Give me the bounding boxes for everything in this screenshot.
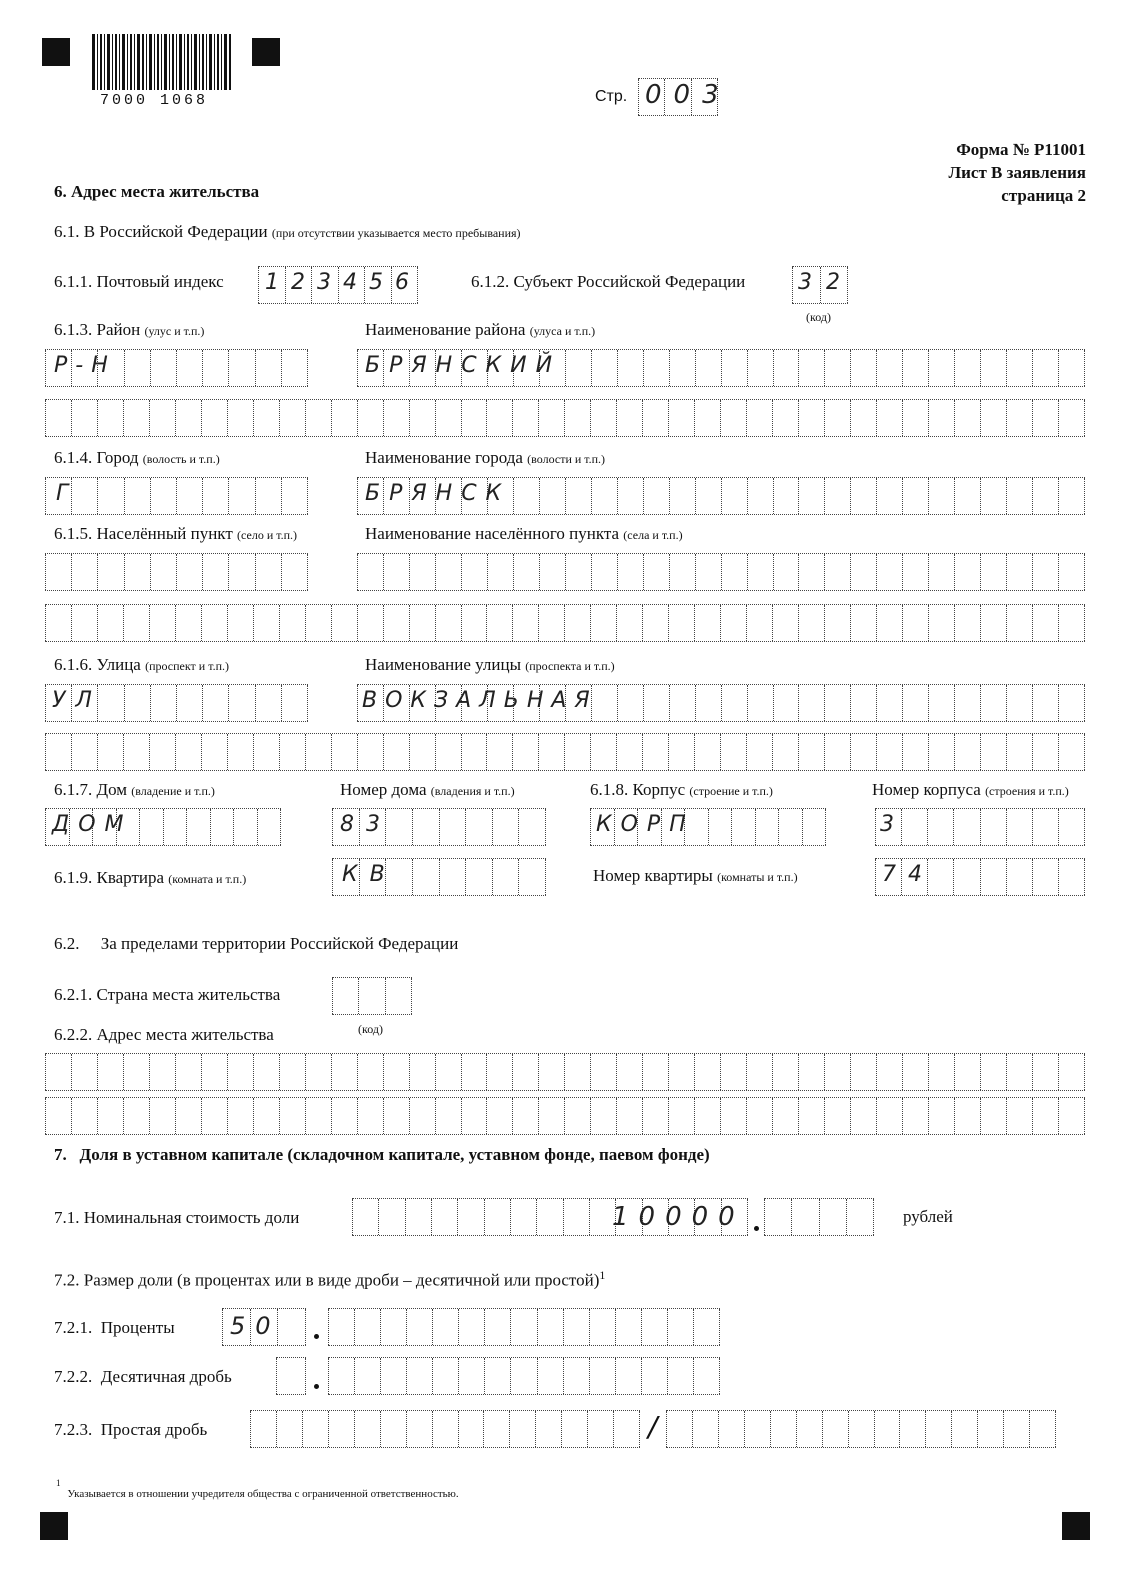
district-name-field-2[interactable] [45,399,1085,437]
postal-index-value: 123456 [265,270,421,295]
settlement-label: 6.1.5. Населённый пункт (село и т.п.) [54,524,297,543]
building-number-field[interactable] [875,808,1085,846]
city-type-field[interactable] [45,477,308,515]
sheet-title: Лист В заявления [948,163,1086,182]
foreign-address-field-1[interactable] [45,1053,1085,1091]
district-type-value: Р-Н [54,353,116,378]
nominal-decimal-point [754,1226,759,1231]
settlement-name-field-2[interactable] [45,604,1085,642]
percent-value: 50 [230,1312,281,1340]
building-type-value: КОРП [596,812,695,837]
city-label: 6.1.4. Город (волость и т.п.) [54,448,220,467]
corner-marker-bottom-left [40,1512,68,1540]
percent-decimal-point [314,1334,319,1339]
settlement-name-field-1[interactable] [357,553,1085,591]
city-name-value: БРЯНСК [365,481,511,506]
simple-fraction-label: 7.2.3. Простая дробь [54,1420,208,1439]
house-label: 6.1.7. Дом (владение и т.п.) [54,780,215,799]
footnote: $^1$ Указывается в отношении учредителя общества с ограниченной ответственностью. [56,1478,459,1500]
foreign-address-label: 6.2.2. Адрес места жительства [54,1025,274,1044]
region-label: 6.1.2. Субъект Российской Федерации [471,272,746,291]
decimal-point [314,1384,319,1389]
country-label: 6.2.1. Страна места жительства [54,985,281,1004]
share-size-label: 7.2. Размер доли (в процентах или в виде дроби – десятичной или простой)$^1$ [54,1268,606,1290]
street-name-label: Наименование улицы (проспекта и т.п.) [365,655,615,674]
region-code-note: (код) [806,310,831,324]
building-label: 6.1.8. Корпус (строение и т.п.) [590,780,773,799]
barcode [92,34,232,90]
abroad-label: 6.2. За пределами территории Российской Федерации [54,934,459,953]
flat-number-value: 74 [882,862,934,887]
building-number-label: Номер корпуса (строения и т.п.) [872,780,1069,799]
flat-label: 6.1.9. Квартира (комната и т.п.) [54,868,247,887]
street-name-field-2[interactable] [45,733,1085,771]
s61-label: 6.1. В Российской Федерации (при отсутствии указывается место пребывания) [54,222,521,241]
section-7-title: 7. Доля в уставном капитале (складочном капитале, уставном фонде, паевом фонде) [54,1145,710,1164]
corner-marker-top-left [42,38,70,66]
district-name-label: Наименование района (улуса и т.п.) [365,320,596,339]
house-number-value: 83 [340,812,392,837]
street-type-value: УЛ [52,688,102,713]
decimal-integer-field[interactable] [276,1357,306,1395]
decimal-label: 7.2.2. Десятичная дробь [54,1367,232,1386]
house-number-label: Номер дома (владения и т.п.) [340,780,515,799]
building-number-value: 3 [880,812,903,837]
simple-denominator-field[interactable] [666,1410,1056,1448]
postal-index-label: 6.1.1. Почтовый индекс [54,272,224,291]
flat-number-label: Номер квартиры (комнаты и т.п.) [593,866,798,885]
street-label: 6.1.6. Улица (проспект и т.п.) [54,655,229,674]
nominal-label: 7.1. Номинальная стоимость доли [54,1208,300,1227]
district-label: 6.1.3. Район (улус и т.п.) [54,320,205,339]
city-name-label: Наименование города (волости и т.п.) [365,448,606,467]
simple-numerator-field[interactable] [250,1410,640,1448]
percent-fraction-field[interactable] [328,1308,720,1346]
nominal-unit: рублей [903,1207,953,1226]
settlement-name-label: Наименование населённого пункта (села и т.п.) [365,524,683,543]
house-type-value: ДОМ [52,812,133,837]
foreign-address-field-2[interactable] [45,1097,1085,1135]
flat-type-value: КВ [342,862,397,887]
nominal-fraction-field[interactable] [764,1198,874,1236]
decimal-fraction-field[interactable] [328,1357,720,1395]
city-type-value: Г [56,481,78,506]
corner-marker-top-right [252,38,280,66]
barcode-number: 7000 1068 [100,92,209,109]
nominal-value: 10000 [612,1202,745,1232]
region-code-value: 32 [798,270,854,295]
page-number-value: 003 [645,80,731,110]
page-label: Стр. [595,88,628,105]
sheet-page: страница 2 [1001,186,1086,205]
form-title: Форма № Р11001 [956,140,1086,159]
country-code-field[interactable] [332,977,412,1015]
section-6-title: 6. Адрес места жительства [54,182,260,201]
district-name-value: БРЯНСКИЙ [365,353,562,378]
corner-marker-bottom-right [1062,1512,1090,1540]
percent-label: 7.2.1. Проценты [54,1318,175,1337]
simple-fraction-separator: / [648,1410,658,1443]
street-name-value: ВОКЗАЛЬНАЯ [362,688,598,713]
settlement-type-field[interactable] [45,553,308,591]
country-code-note: (код) [358,1022,383,1036]
